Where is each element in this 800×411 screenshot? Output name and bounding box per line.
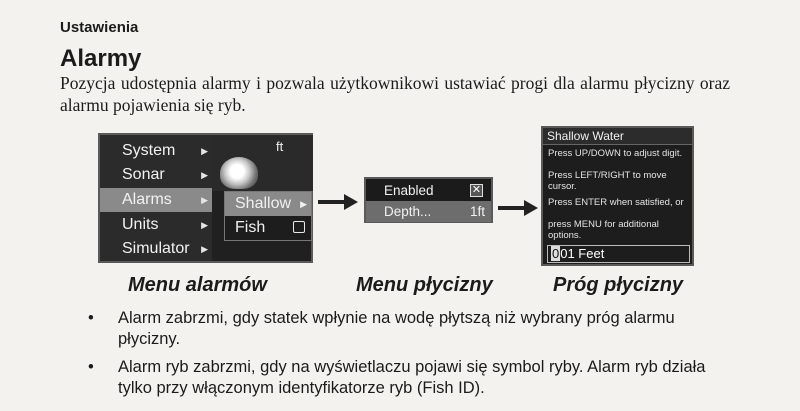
bullet-icon: • (88, 309, 94, 327)
menu-item-label: Units (122, 216, 159, 233)
chevron-right-icon: ▶ (300, 199, 307, 209)
menu-item-label: Sonar (122, 166, 165, 183)
chevron-right-icon: ▶ (201, 146, 208, 156)
dialog-instruction: Press LEFT/RIGHT to move cursor. (548, 170, 667, 192)
alarms-submenu (224, 191, 312, 241)
submenu-item-shallow[interactable] (225, 192, 311, 216)
menu-item-system[interactable] (100, 139, 212, 163)
submenu-item-label: Fish (235, 219, 266, 236)
intro-paragraph: Pozycja udostępnia alarmy i pozwala użytkownikowi ustawiać progi dla alarmu płycizny oraz alarmu pojawienia się ryb. (60, 73, 730, 115)
enabled-checkbox[interactable]: ✕ (471, 184, 482, 196)
depth-label: Depth... (384, 204, 432, 219)
bullet-text: Alarm zabrzmi, gdy statek wpłynie na wodę płytszą niż wybrany próg alarmu płycizny. (118, 309, 675, 348)
shallow-menu-screenshot (364, 177, 493, 223)
shallow-threshold-screenshot (541, 126, 694, 266)
depth-threshold-input[interactable] (547, 245, 690, 263)
dialog-title: Shallow Water (543, 128, 692, 145)
depth-threshold-value: 01 Feet (560, 246, 605, 261)
enabled-row[interactable] (366, 180, 491, 201)
menu-item-sonar[interactable] (100, 163, 212, 187)
menu-item-label: Alarms (122, 191, 172, 208)
submenu-item-fish[interactable] (225, 216, 311, 240)
depth-row[interactable] (366, 201, 491, 222)
chevron-right-icon: ▶ (201, 244, 208, 254)
caption-shallow-threshold: Próg płycizny (553, 274, 684, 296)
menu-item-units[interactable] (100, 213, 212, 237)
section-header: Ustawienia (60, 19, 139, 36)
caption-menu-alarms: Menu alarmów (128, 274, 267, 296)
chevron-right-icon: ▶ (201, 220, 208, 230)
menu-item-simulator[interactable] (100, 237, 212, 261)
menu-item-label: System (122, 142, 176, 159)
depth-value: 1ft (469, 204, 485, 219)
bullet-text: Alarm ryb zabrzmi, gdy na wyświetlaczu pojawi się symbol ryby. Alarm ryb działa tylko przy włączonym identyfikatorze ryb (Fish ID). (118, 358, 706, 397)
bullet-icon: • (88, 358, 94, 376)
chevron-right-icon: ▶ (201, 170, 208, 180)
enabled-label: Enabled (384, 183, 434, 198)
arrow-right-icon (498, 200, 538, 216)
main-menu (100, 135, 212, 261)
dialog-instruction: Press UP/DOWN to adjust digit. (548, 148, 683, 159)
arrow-right-icon (318, 194, 358, 210)
fish-alarm-checkbox[interactable] (293, 221, 305, 233)
alarms-menu-screenshot (98, 133, 313, 263)
dialog-instruction: press MENU for additional options. (548, 219, 659, 241)
caption-menu-shallow: Menu płycizny (356, 274, 493, 296)
digit-cursor: 0 (552, 246, 560, 261)
dialog-instruction: Press ENTER when satisfied, or (548, 197, 684, 208)
depth-unit: ft (276, 139, 284, 154)
page-title: Alarmy (60, 45, 142, 72)
menu-item-alarms[interactable] (100, 188, 212, 212)
chevron-right-icon: ▶ (201, 195, 208, 205)
submenu-item-label: Shallow (235, 195, 292, 212)
fish-echo-icon (220, 157, 258, 189)
menu-item-label: Simulator (122, 240, 190, 257)
